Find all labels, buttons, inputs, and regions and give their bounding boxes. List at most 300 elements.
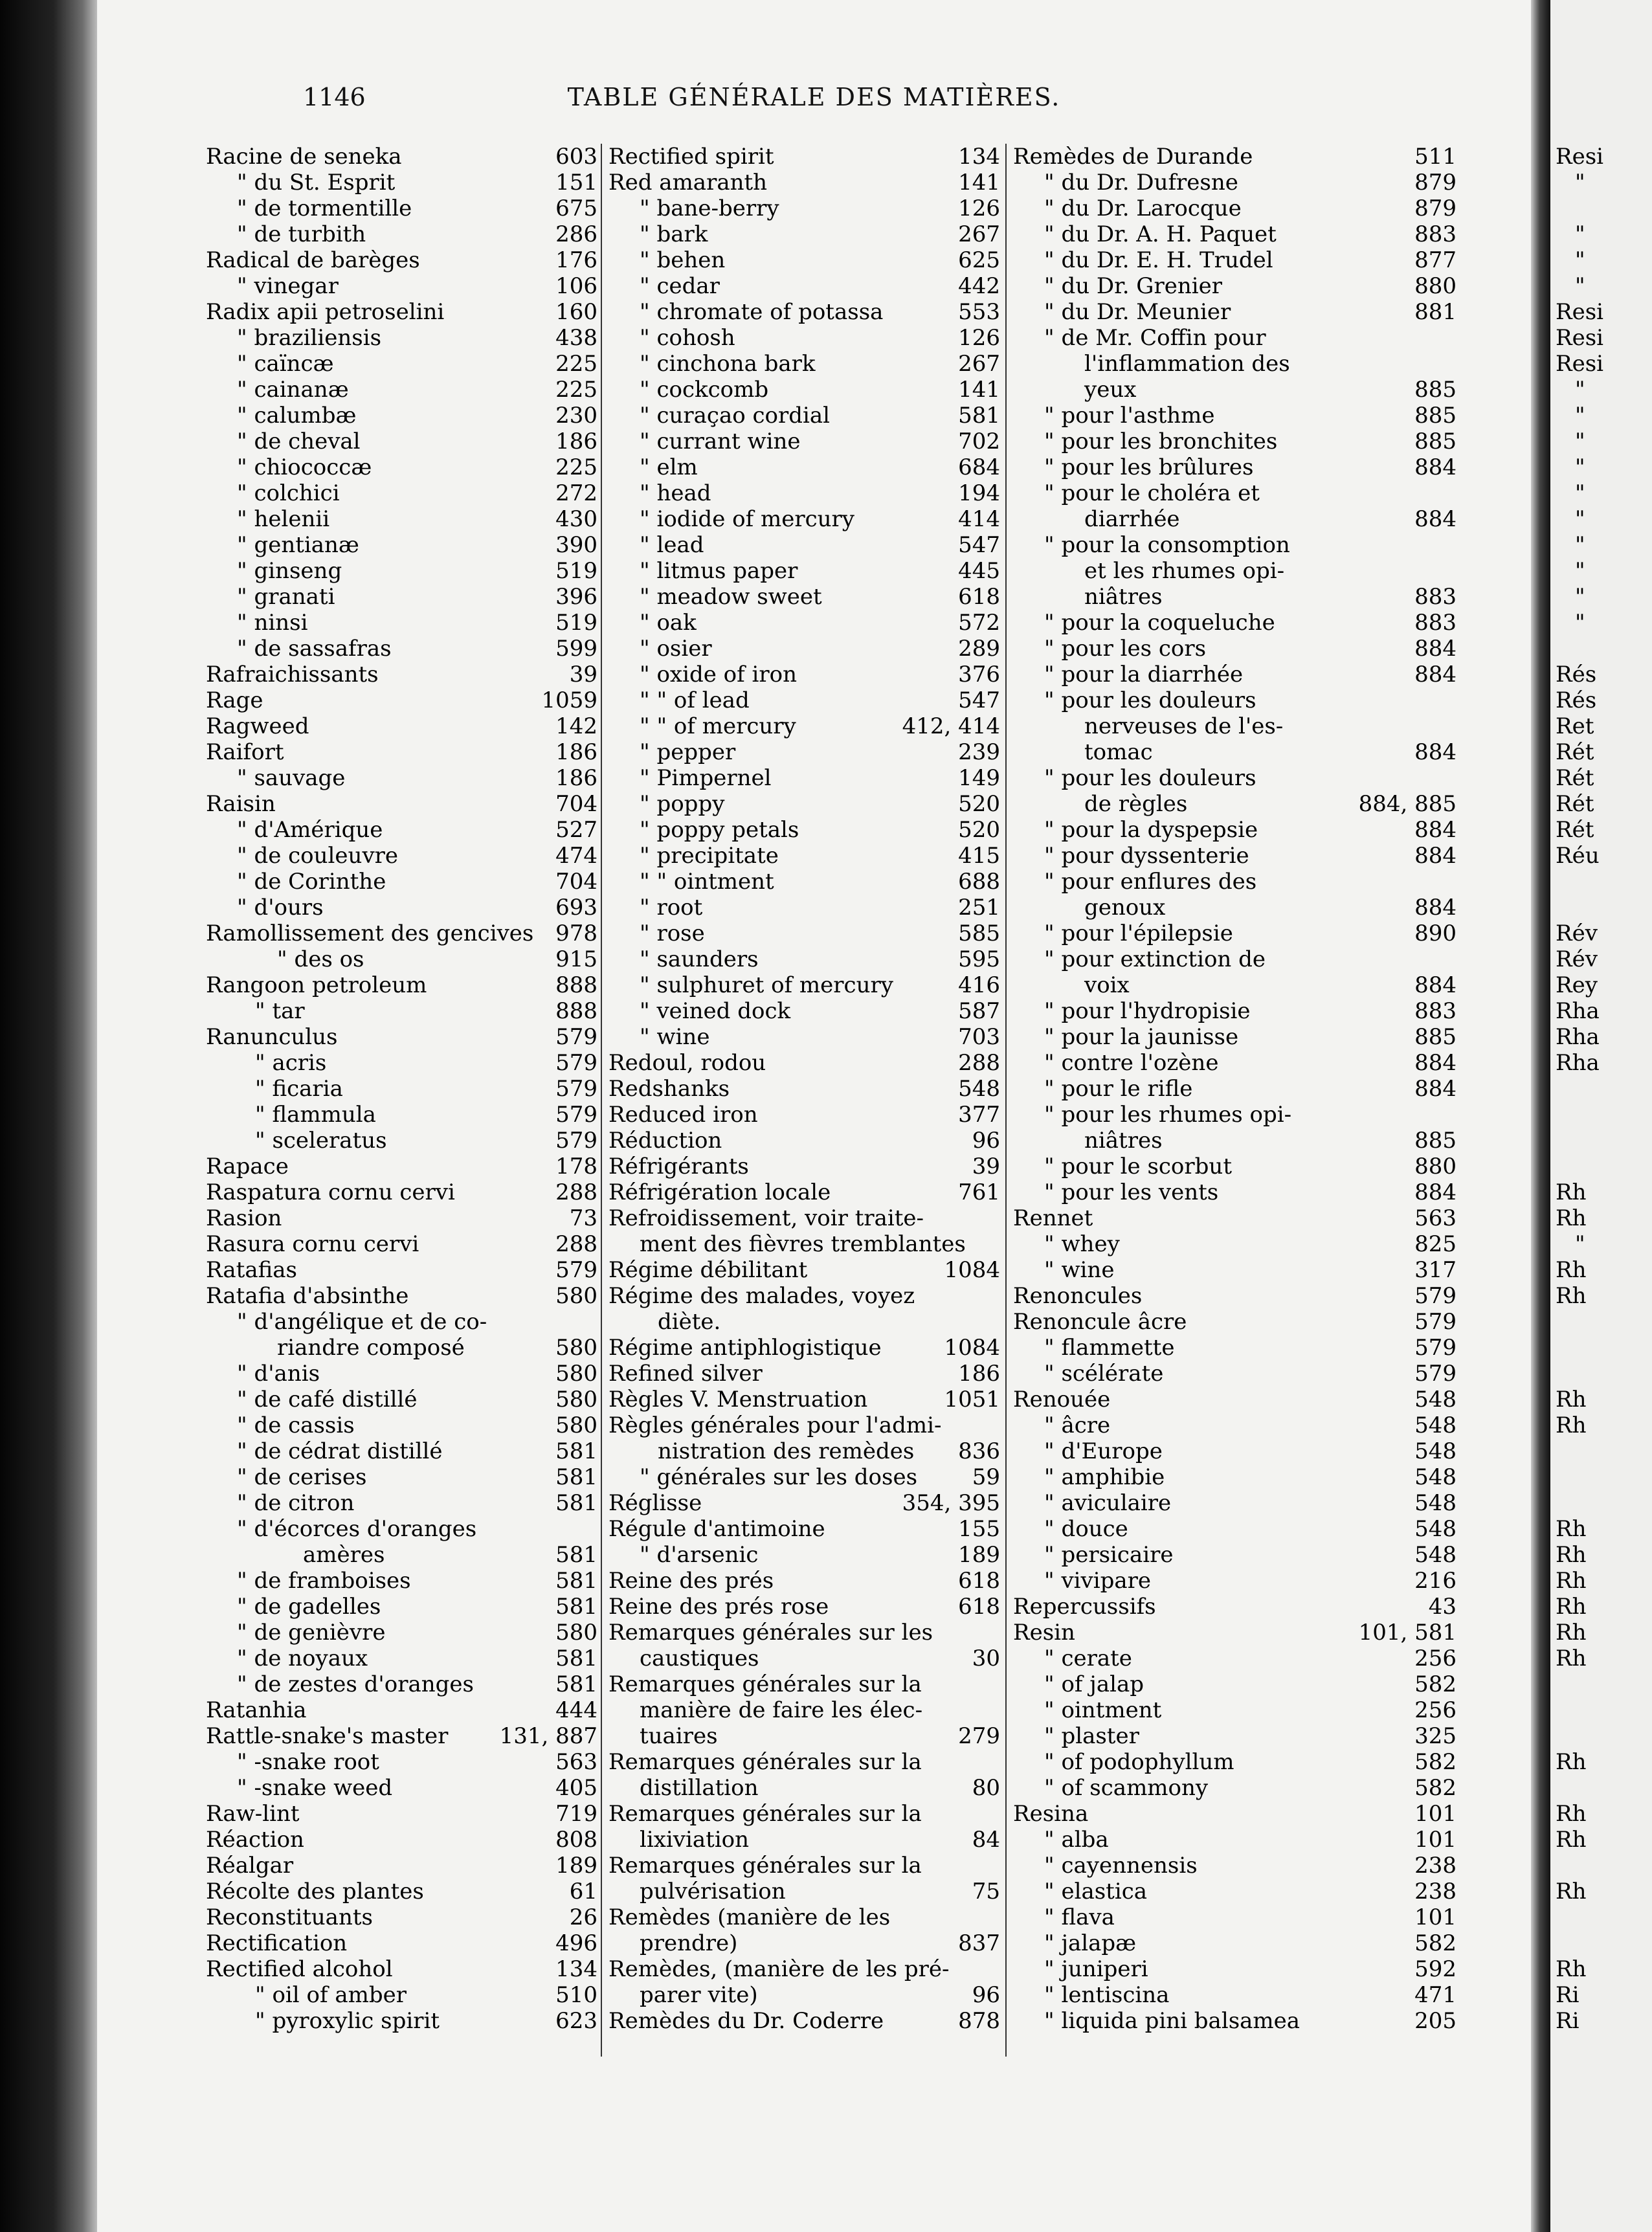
entry-term: " head [640,480,711,506]
entry-page-ref: 581 [555,1464,597,1490]
entry-page-ref: 416 [958,972,1000,998]
entry-page-ref: 883 [1414,998,1457,1024]
facing-fragment: Rét [1556,791,1594,817]
entry-term: " cinchona bark [640,351,816,377]
index-entry [1013,946,1457,972]
entry-term: nistration des remèdes [658,1438,915,1464]
entry-page-ref: 73 [569,1205,597,1231]
index-entry [206,610,597,636]
entry-page-ref: 579 [555,1050,597,1076]
index-entry [608,998,1000,1024]
facing-fragment: " [1575,1231,1585,1257]
entry-page-ref: 134 [555,1956,597,1982]
entry-term: de règles [1084,791,1188,817]
entry-term: " pour la coqueluche [1044,610,1275,636]
entry-page-ref: 84 [972,1827,1000,1853]
index-entry [608,480,1000,506]
entry-page-ref: 474 [555,843,597,869]
facing-line [1556,1904,1603,1930]
facing-line [1556,403,1603,429]
entry-term: Réfrigération locale [608,1179,831,1205]
entry-term: Réglisse [608,1490,702,1516]
index-entry [608,1801,1000,1827]
index-entry [206,1801,597,1827]
entry-term: Reduced iron [608,1102,758,1128]
entry-page-ref: 548 [958,1076,1000,1102]
entry-term: " pour la dyspepsie [1044,817,1258,843]
entry-term: " braziliensis [237,325,382,351]
index-entry [206,1594,597,1620]
entry-term: " liquida pini balsamea [1044,2008,1300,2034]
entry-term: Règles générales pour l'admi- [608,1412,942,1438]
entry-page-ref: 881 [1414,299,1457,325]
index-entry [608,144,1000,170]
entry-term: Régule d'antimoine [608,1516,825,1542]
entry-term: Renoncules [1013,1283,1143,1309]
index-entry [1013,1956,1457,1982]
entry-page-ref: 43 [1428,1594,1457,1620]
index-entry [206,895,597,921]
entry-term: " cainanæ [237,377,349,403]
entry-term: " iodide of mercury [640,506,854,532]
entry-page-ref: 704 [555,869,597,895]
entry-page-ref: 580 [555,1335,597,1361]
entry-page-ref: 592 [1414,1956,1457,1982]
facing-line [1556,1231,1603,1257]
entry-term: " litmus paper [640,558,798,584]
entry-page-ref: 471 [1414,1982,1457,2008]
index-entry [206,1231,597,1257]
index-entry [608,1930,1000,1956]
entry-page-ref: 579 [555,1076,597,1102]
entry-page-ref: 75 [972,1879,1000,1904]
index-entry [206,1904,597,1930]
entry-page-ref: 548 [1414,1490,1457,1516]
entry-term: " ointment [1044,1697,1162,1723]
entry-term: " de Corinthe [237,869,386,895]
index-entry [206,1257,597,1283]
entry-term: " du St. Esprit [237,170,396,195]
facing-line [1556,532,1603,558]
index-entry [608,739,1000,765]
index-entry [206,921,597,946]
entry-page-ref: 101 [1414,1801,1457,1827]
facing-line [1556,946,1603,972]
entry-page-ref: 279 [958,1723,1000,1749]
facing-fragment: Rh [1556,1179,1587,1205]
entry-term: " de tormentille [237,195,412,221]
entry-term: " d'Amérique [237,817,383,843]
entry-page-ref: 520 [958,791,1000,817]
entry-term: " de zestes d'oranges [237,1671,474,1697]
index-entry [1013,1620,1457,1646]
entry-page-ref: 877 [1414,247,1457,273]
facing-line [1556,895,1603,921]
page-number: 1146 [303,83,366,111]
facing-page-fragments [1556,144,1603,2034]
index-entry [608,1775,1000,1801]
entry-term: Raifort [206,739,284,765]
index-entry [206,1982,597,2008]
facing-fragment: Rh [1556,1257,1587,1283]
entry-term: " plaster [1044,1723,1139,1749]
index-entry [206,1516,597,1542]
facing-line [1556,1309,1603,1335]
index-entry [1013,713,1457,739]
index-entry [608,843,1000,869]
entry-term: " pour la diarrhée [1044,662,1244,687]
index-entry [608,195,1000,221]
entry-page-ref: 580 [555,1283,597,1309]
entry-term: " pour l'épilepsie [1044,921,1233,946]
entry-page-ref: 26 [569,1904,597,1930]
entry-page-ref: 267 [958,351,1000,377]
facing-fragment: " [1575,170,1585,195]
facing-fragment: Rh [1556,1542,1587,1568]
index-entry [608,1464,1000,1490]
index-entry [206,1956,597,1982]
index-entry [206,1568,597,1594]
entry-page-ref: 106 [555,273,597,299]
facing-fragment: Rh [1556,1594,1587,1620]
entry-term: " de Mr. Coffin pour [1044,325,1266,351]
index-entry [608,1827,1000,1853]
entry-page-ref: 194 [958,480,1000,506]
index-entry [608,1490,1000,1516]
entry-page-ref: 186 [555,739,597,765]
entry-term: Refined silver [608,1361,763,1387]
entry-page-ref: 879 [1414,170,1457,195]
entry-page-ref: 396 [555,584,597,610]
entry-term: " elm [640,454,698,480]
facing-line [1556,221,1603,247]
entry-page-ref: 126 [958,195,1000,221]
index-entry [206,144,597,170]
facing-line [1556,1594,1603,1620]
entry-term: " du Dr. A. H. Paquet [1044,221,1277,247]
index-entry [1013,869,1457,895]
entry-page-ref: 412, 414 [902,713,1000,739]
index-entry [608,1412,1000,1438]
entry-term: Radix apii petroselini [206,299,445,325]
column-rule [1005,144,1007,2057]
index-entry [1013,351,1457,377]
entry-term: " cayennensis [1044,1853,1198,1879]
entry-term: " de noyaux [237,1646,368,1671]
entry-page-ref: 141 [958,377,1000,403]
entry-page-ref: 582 [1414,1930,1457,1956]
facing-line [1556,429,1603,454]
index-entry [1013,998,1457,1024]
entry-term: " calumbæ [237,403,357,429]
entry-page-ref: 96 [972,1128,1000,1154]
index-entry [608,429,1000,454]
entry-page-ref: 239 [958,739,1000,765]
index-entry [206,1723,597,1749]
entry-term: " flava [1044,1904,1115,1930]
index-entry [608,1205,1000,1231]
index-entry [1013,454,1457,480]
entry-term: " -snake weed [237,1775,393,1801]
facing-line [1556,1179,1603,1205]
entry-page-ref: 520 [958,817,1000,843]
entry-page-ref: 519 [555,610,597,636]
index-entry [206,1542,597,1568]
entry-page-ref: 289 [958,636,1000,662]
entry-page-ref: 579 [555,1257,597,1283]
facing-fragment: " [1575,506,1585,532]
index-entry [1013,1542,1457,1568]
index-entry [608,506,1000,532]
entry-term: " d'anis [237,1361,320,1387]
entry-term: genoux [1084,895,1166,921]
facing-fragment: " [1575,480,1585,506]
index-entry [1013,377,1457,403]
entry-term: " flammette [1044,1335,1175,1361]
entry-page-ref: 256 [1414,1646,1457,1671]
index-entry [206,506,597,532]
entry-page-ref: 885 [1414,403,1457,429]
facing-line [1556,843,1603,869]
entry-page-ref: 527 [555,817,597,843]
entry-page-ref: 376 [958,662,1000,687]
entry-term: " de cheval [237,429,361,454]
index-entry [206,273,597,299]
index-entry [206,1879,597,1904]
index-entry [1013,1671,1457,1697]
index-entry [1013,1904,1457,1930]
entry-page-ref: 581 [555,1646,597,1671]
entry-page-ref: 888 [555,998,597,1024]
entry-page-ref: 101 [1414,1904,1457,1930]
entry-term: " des os [277,946,364,972]
entry-page-ref: 548 [1414,1542,1457,1568]
facing-line [1556,1620,1603,1646]
index-entry [1013,506,1457,532]
entry-term: " pyroxylic spirit [255,2008,440,2034]
entry-term: " sauvage [237,765,346,791]
entry-term: yeux [1084,377,1137,403]
entry-page-ref: 216 [1414,1568,1457,1594]
facing-line [1556,325,1603,351]
index-entry [1013,247,1457,273]
entry-term: " de café distillé [237,1387,418,1412]
entry-page-ref: 684 [958,454,1000,480]
entry-term: manière de faire les élec- [640,1697,923,1723]
entry-term: Remarques générales sur la [608,1749,922,1775]
entry-page-ref: 405 [555,1775,597,1801]
entry-term: " pour les brûlures [1044,454,1254,480]
entry-term: " ginseng [237,558,342,584]
index-entry [608,221,1000,247]
entry-page-ref: 286 [555,221,597,247]
index-entry [608,1102,1000,1128]
entry-term: " vinegar [237,273,339,299]
entry-page-ref: 625 [958,247,1000,273]
book-edge-shadow [0,0,97,2232]
index-entry [1013,739,1457,765]
index-entry [1013,1646,1457,1671]
entry-page-ref: 288 [958,1050,1000,1076]
facing-line [1556,1853,1603,1879]
entry-page-ref: 808 [555,1827,597,1853]
entry-page-ref: 618 [958,1568,1000,1594]
index-entry [206,170,597,195]
facing-fragment: " [1575,221,1585,247]
entry-page-ref: 548 [1414,1516,1457,1542]
entry-page-ref: 317 [1414,1257,1457,1283]
entry-page-ref: 885 [1414,1128,1457,1154]
entry-term: " chromate of potassa [640,299,884,325]
entry-term: Rennet [1013,1205,1093,1231]
entry-term: " de sassafras [237,636,392,662]
facing-line [1556,170,1603,195]
entry-page-ref: 230 [555,403,597,429]
index-entry [206,765,597,791]
facing-line [1556,1490,1603,1516]
facing-fragment: Rh [1556,1801,1587,1827]
entry-page-ref: 581 [555,1490,597,1516]
facing-line [1556,2008,1603,2034]
entry-page-ref: 581 [555,1671,597,1697]
entry-term: " du Dr. Grenier [1044,273,1222,299]
index-entry [206,1749,597,1775]
entry-term: Réalgar [206,1853,294,1879]
facing-line [1556,1387,1603,1412]
entry-term: " behen [640,247,726,273]
entry-term: prendre) [640,1930,738,1956]
index-entry [608,687,1000,713]
index-entry [1013,221,1457,247]
entry-term: Renoncule âcre [1013,1309,1187,1335]
index-entry [1013,273,1457,299]
entry-term: " pour l'asthme [1044,403,1215,429]
entry-term: " du Dr. E. H. Trudel [1044,247,1273,273]
index-entry [608,1542,1000,1568]
facing-line [1556,998,1603,1024]
entry-page-ref: 288 [555,1179,597,1205]
index-entry [608,1697,1000,1723]
entry-term: Reine des prés rose [608,1594,829,1620]
entry-term: " aviculaire [1044,1490,1172,1516]
index-entry [608,1335,1000,1361]
facing-line [1556,1205,1603,1231]
entry-page-ref: 884 [1414,739,1457,765]
entry-term: " persicaire [1044,1542,1174,1568]
entry-term: " pour les douleurs [1044,765,1256,791]
entry-page-ref: 445 [958,558,1000,584]
index-entry [1013,1205,1457,1231]
facing-fragment: " [1575,377,1585,403]
index-entry [206,1076,597,1102]
entry-term: riandre composé [277,1335,465,1361]
entry-term: Repercussifs [1013,1594,1156,1620]
entry-term: Redoul, rodou [608,1050,766,1076]
index-entry [1013,636,1457,662]
index-entry [1013,584,1457,610]
index-entry [608,1231,1000,1257]
entry-page-ref: 438 [555,325,597,351]
index-entry [1013,1412,1457,1438]
entry-page-ref: 160 [555,299,597,325]
entry-page-ref: 883 [1414,610,1457,636]
facing-line [1556,584,1603,610]
index-entry [608,1723,1000,1749]
entry-term: Régime débilitant [608,1257,808,1283]
entry-term: " chiococcæ [237,454,372,480]
index-entry [206,869,597,895]
index-entry [1013,1024,1457,1050]
entry-term: Raspatura cornu cervi [206,1179,455,1205]
facing-fragment: Réu [1556,843,1600,869]
facing-fragment: Rha [1556,1024,1600,1050]
facing-line [1556,1076,1603,1102]
entry-page-ref: 101 [1414,1827,1457,1853]
index-entry [608,584,1000,610]
entry-term: Resin [1013,1620,1075,1646]
index-entry [206,1050,597,1076]
entry-term: Resina [1013,1801,1089,1827]
index-entry [608,170,1000,195]
facing-line [1556,1775,1603,1801]
index-column-3 [1013,144,1457,2034]
entry-page-ref: 719 [555,1801,597,1827]
index-entry [608,713,1000,739]
facing-line [1556,687,1603,713]
entry-page-ref: 618 [958,1594,1000,1620]
entry-page-ref: 884 [1414,662,1457,687]
facing-line [1556,273,1603,299]
entry-term: Règles V. Menstruation [608,1387,868,1412]
entry-term: niâtres [1084,584,1163,610]
entry-page-ref: 1051 [944,1387,1000,1412]
index-entry [206,403,597,429]
entry-term: " veined dock [640,998,791,1024]
entry-page-ref: 884 [1414,506,1457,532]
facing-fragment: Rh [1556,1516,1587,1542]
entry-page-ref: 186 [555,429,597,454]
index-entry [608,1956,1000,1982]
facing-line [1556,1128,1603,1154]
entry-page-ref: 884 [1414,1076,1457,1102]
entry-page-ref: 915 [555,946,597,972]
entry-page-ref: 142 [555,713,597,739]
index-entry [1013,1490,1457,1516]
index-entry [1013,895,1457,921]
entry-term: " granati [237,584,335,610]
index-entry [1013,1879,1457,1904]
entry-term: Rafraichissants [206,662,379,687]
entry-page-ref: 595 [958,946,1000,972]
entry-term: " acris [255,1050,327,1076]
entry-term: " d'arsenic [640,1542,759,1568]
entry-page-ref: 149 [958,765,1000,791]
index-entry [608,1050,1000,1076]
index-entry [206,1853,597,1879]
index-entry [206,1620,597,1646]
entry-page-ref: 579 [555,1128,597,1154]
entry-page-ref: 59 [972,1464,1000,1490]
facing-line [1556,377,1603,403]
entry-term: " currant wine [640,429,801,454]
entry-term: " lead [640,532,704,558]
entry-term: " pour les douleurs [1044,687,1256,713]
entry-page-ref: 884, 885 [1358,791,1457,817]
facing-fragment: " [1575,584,1585,610]
facing-fragment: Resi [1556,351,1604,377]
facing-line [1556,351,1603,377]
index-entry [1013,1102,1457,1128]
